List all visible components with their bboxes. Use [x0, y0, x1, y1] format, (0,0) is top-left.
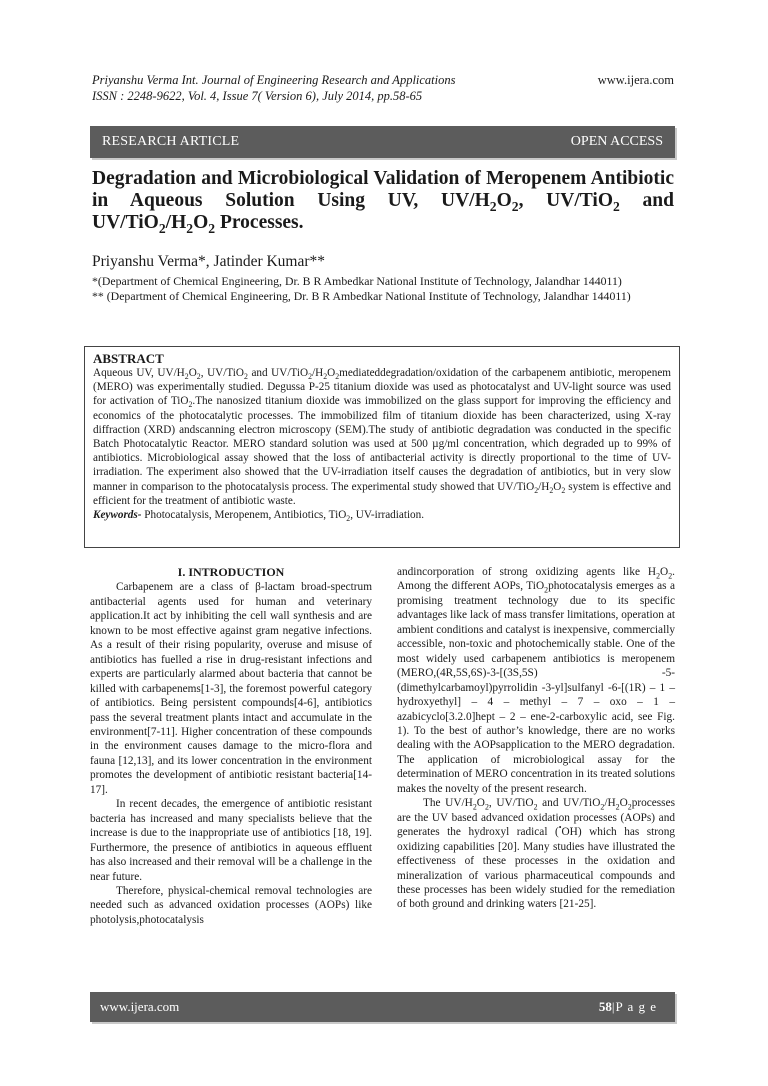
affiliation-2: ** (Department of Chemical Engineering, Dr. B R Ambedkar National Institute of Technology, Jalandhar 144011)	[92, 288, 631, 303]
page-number-label	[599, 999, 657, 1015]
page-footer	[90, 992, 675, 1022]
intro-paragraph-continued: andincorporation of strong oxidizing agents like $H_2O_2$. Among the different AOPs, TiO$_2$photocatalysis emerges as a promising treatment technology due to its specific advantages like lack of mass transfer limitations, operation at ambient conditions and catalyst is inexpensive, commercially accessible, non-toxic and photochemically stable. One of the most widely used carbapenem antibiotics is meropenem (MERO,(4R,5S,6S)-3-[(3S,5S) -5-(dimethylcarbamoyl)pyrrolidin -3-yl]sulfanyl -6-[(1R) – 1 – hydroxyethyl] – 4 – methyl – 7 – oxo – 1 – azabicyclo[3.2.0]hept – 2 – ene-2-carboxylic acid, see Fig. 1). To the best of author’s knowledge, there are no works dealing with the AOPsapplication to the MERO degradation. The application of microbiological assay for the determination of MERO concentration in its treated solutions makes the novelty of the present research.	[397, 566, 675, 795]
keywords-label: Keywords-	[93, 509, 142, 522]
page-label: |P a g e	[611, 999, 657, 1014]
abstract-heading: ABSTRACT	[93, 351, 164, 366]
article-type-banner	[90, 126, 675, 158]
running-header	[92, 72, 674, 104]
journal-line: Priyanshu Verma Int. Journal of Engineering Research and Applications	[92, 73, 456, 87]
right-column	[397, 565, 675, 912]
footer-url[interactable]: www.ijera.com	[100, 999, 180, 1014]
journal-url[interactable]: www.ijera.com	[597, 73, 674, 87]
left-column	[90, 565, 372, 927]
abstract-body: Aqueous UV, $UV/H_2O_2$, UV/TiO$_2$ and $UV/TiO_2/H_2O_2mediateddegradation$/oxidation of the carbapenem antibiotic, meropenem (MERO) was experimentally studied. Degussa P-25 titanium dioxide was used as photocatalyst and UV-light source was used for activation of TiO$_2$.The nanosized titanium dioxide was immobilized on the glass support for improving the efficiency and economics of the photocatalytic processes. The immobilized film of titanium dioxide has been characterized, using X-ray diffraction (XRD) andscanning electron microscopy (SEM).The study of antibiotic degradation was conducted in the specific Batch Photocatalytic Reactor. MERO standard solution was used at 500 µg/ml concentration, which degraded up to 99% of antibiotics. Microbiological assay showed that the loss of antibacterial activity is directly proportional to the time of UV-irradiation. The experiment also showed that the UV-irradiation itself causes the degradation of antibiotics, but in very slow manner in comparison to the photocatalysis process. The experimental study showed that $UV/TiO_2/H_2O_2$ system is effective and efficient for the treatment of antibiotic waste.	[93, 367, 671, 507]
issn-line: ISSN : 2248-9622, Vol. 4, Issue 7( Version 6), July 2014, pp.58-65	[92, 89, 423, 103]
page-number: 58	[598, 999, 612, 1014]
keywords-list: Photocatalysis, Meropenem, Antibiotics, TiO$_2$, UV-irradiation.	[141, 509, 425, 524]
affiliations	[92, 274, 674, 303]
intro-paragraph-3: Therefore, physical-chemical removal technologies are needed such as advanced oxidation processes (AOPs) like photolysis,photocatalysis	[90, 884, 372, 926]
open-access-label: OPEN ACCESS	[570, 134, 663, 149]
author-list: Priyanshu Verma*, Jatinder Kumar**	[92, 253, 326, 270]
intro-paragraph-1: Carbapenem are a class of β-lactam broad-spectrum antibacterial agents used for human and veterinary application.It act by inhibiting the cell wall synthesis and are known to be most effective against gram negative infections. As a result of their rising popularity, overuse and misuse of antibiotics has fuelled a rise in drug-resistant infections and experts are particularly alarmed about bacteria that cannot be killed with carbapenems[1-3], the foremost powerful category of antibiotics. Being persistent compounds[4-6], antibiotics pass the several treatment plants intact and accumulate in the environment[7-11]. Higher concentration of these compounds in the environment causes damage to the micro-flora and fauna [12,13], and its lower concentration in the environment promotes the development of antibiotic resistant bacteria[14-17].	[90, 581, 372, 796]
research-article-label: RESEARCH ARTICLE	[102, 134, 240, 149]
paper-title: Degradation and Microbiological Validation of Meropenem Antibiotic in Aqueous Solution Using UV, $UV/H_2O_2$, UV/TiO$_2$ and $UV/TiO_2/H_2O_2$ Processes.	[92, 168, 674, 236]
keywords-line	[93, 508, 671, 522]
intro-paragraph-aops: The $UV/H_2O_2$, UV/TiO$_2$ and $UV/TiO_2/H_2O_2processes$ are the UV based advanced oxidation processes (AOPs) and generates the hydroxyl radical (•OH) which has strong oxidizing capabilities [20]. Many studies have illustrated the effectiveness of these processes in the oxidation and mineralization of various pharmaceutical compounds and these processes has been widely studied for the remediation of both ground and drinking waters [21-25].	[397, 797, 675, 911]
abstract-box	[84, 346, 680, 548]
intro-paragraph-2: In recent decades, the emergence of antibiotic resistant bacteria has increased and many specialists believe that the increase is due to the inappropriate use of antibiotics [18, 19]. Furthermore, the presence of antibiotics in aqueous effluent has also increased and their removal will be a challenge in the near future.	[90, 798, 372, 883]
affiliation-1: *(Department of Chemical Engineering, Dr. B R Ambedkar National Institute of Technology, Jalandhar 144011)	[92, 274, 622, 288]
section-heading-introduction: I. INTRODUCTION	[177, 565, 285, 579]
